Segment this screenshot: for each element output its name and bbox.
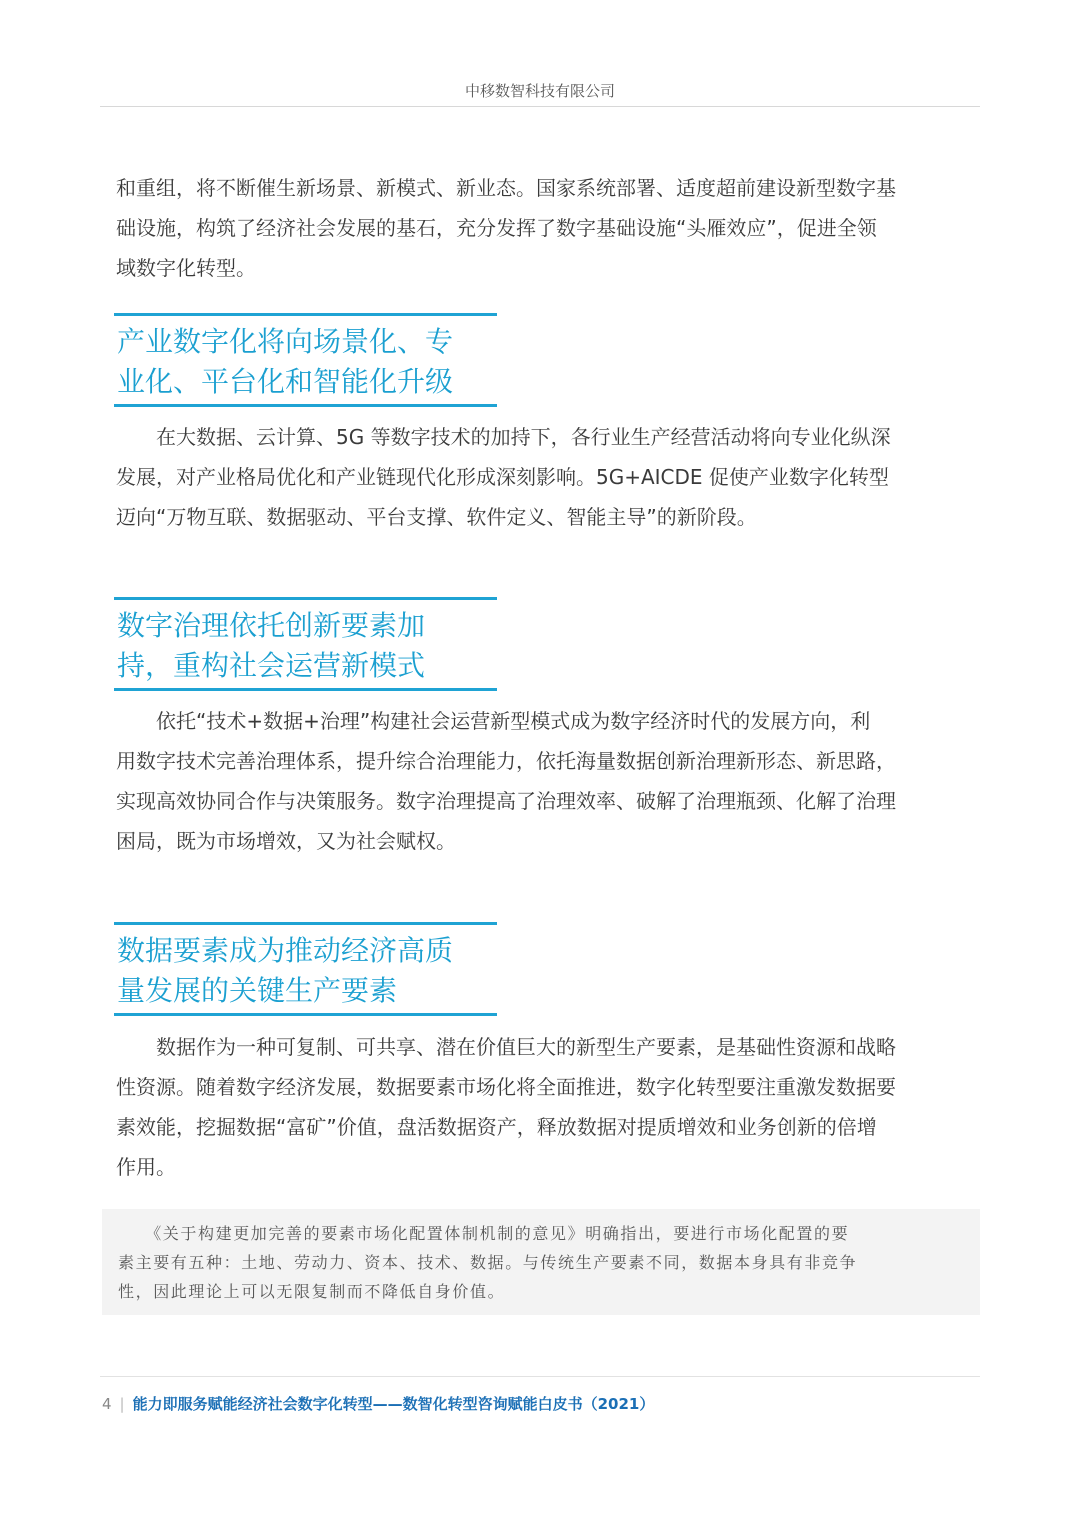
text-line: 作用。 [116,1155,176,1179]
section-heading-3 [114,922,497,1016]
heading-line: 业化、平台化和智能化升级 [117,365,454,398]
footer-separator: | [119,1395,125,1413]
section-body-1 [116,417,976,537]
text-line: 实现高效协同合作与决策服务。数字治理提高了治理效率、破解了治理瓶颈、化解了治理 [116,789,896,813]
heading-line: 产业数字化将向场景化、专 [117,325,454,358]
quote-box [102,1209,980,1315]
text-line: 发展，对产业格局优化和产业链现代化形成深刻影响。5G+AICDE 促使产业数字化转型 [116,465,889,489]
section-body-3 [116,1027,976,1187]
text-line: 素效能，挖掘数据“富矿”价值，盘活数据资产，释放数据对提质增效和业务创新的倍增 [116,1115,877,1139]
heading-line: 数据要素成为推动经济高质 [117,934,454,967]
page-number: 4 [102,1395,112,1413]
text-line: 迈向“万物互联、数据驱动、平台支撑、软件定义、智能主导”的新阶段。 [116,505,757,529]
text-line: 在大数据、云计算、5G 等数字技术的加持下，各行业生产经营活动将向专业化纵深 [116,425,891,449]
text-line: 用数字技术完善治理体系，提升综合治理能力，依托海量数据创新治理新形态、新思路， [116,749,896,773]
quote-line: 性，因此理论上可以无限复制而不降低自身价值。 [118,1282,506,1301]
section-heading-2 [114,597,497,691]
heading-line: 数字治理依托创新要素加 [117,609,426,642]
page-footer [102,1393,654,1414]
text-line: 域数字化转型。 [116,256,256,280]
text-line: 和重组，将不断催生新场景、新模式、新业态。国家系统部署、适度超前建设新型数字基 [116,176,896,200]
page-header-company: 中移数智科技有限公司 [464,82,615,100]
text-line: 困局，既为市场增效，又为社会赋权。 [116,829,456,853]
heading-line: 量发展的关键生产要素 [117,974,398,1007]
footer-title: 能力即服务赋能经济社会数字化转型——数智化转型咨询赋能白皮书（2021） [132,1395,655,1413]
text-line: 数据作为一种可复制、可共享、潜在价值巨大的新型生产要素，是基础性资源和战略 [116,1035,896,1059]
intro-paragraph [116,168,976,288]
section-heading-1 [114,313,497,407]
section-body-2 [116,701,976,861]
footer-divider [100,1376,980,1377]
text-line: 依托“技术+数据+治理”构建社会运营新型模式成为数字经济时代的发展方向，利 [116,709,871,733]
header-divider [100,106,980,107]
text-line: 础设施，构筑了经济社会发展的基石，充分发挥了数字基础设施“头雁效应”，促进全领 [116,216,877,240]
quote-line: 《关于构建更加完善的要素市场化配置体制机制的意见》明确指出，要进行市场化配置的要 [118,1224,850,1243]
heading-line: 持，重构社会运营新模式 [117,649,426,682]
quote-line: 素主要有五种：土地、劳动力、资本、技术、数据。与传统生产要素不同，数据本身具有非竞争 [118,1253,858,1272]
text-line: 性资源。随着数字经济发展，数据要素市场化将全面推进，数字化转型要注重激发数据要 [116,1075,896,1099]
